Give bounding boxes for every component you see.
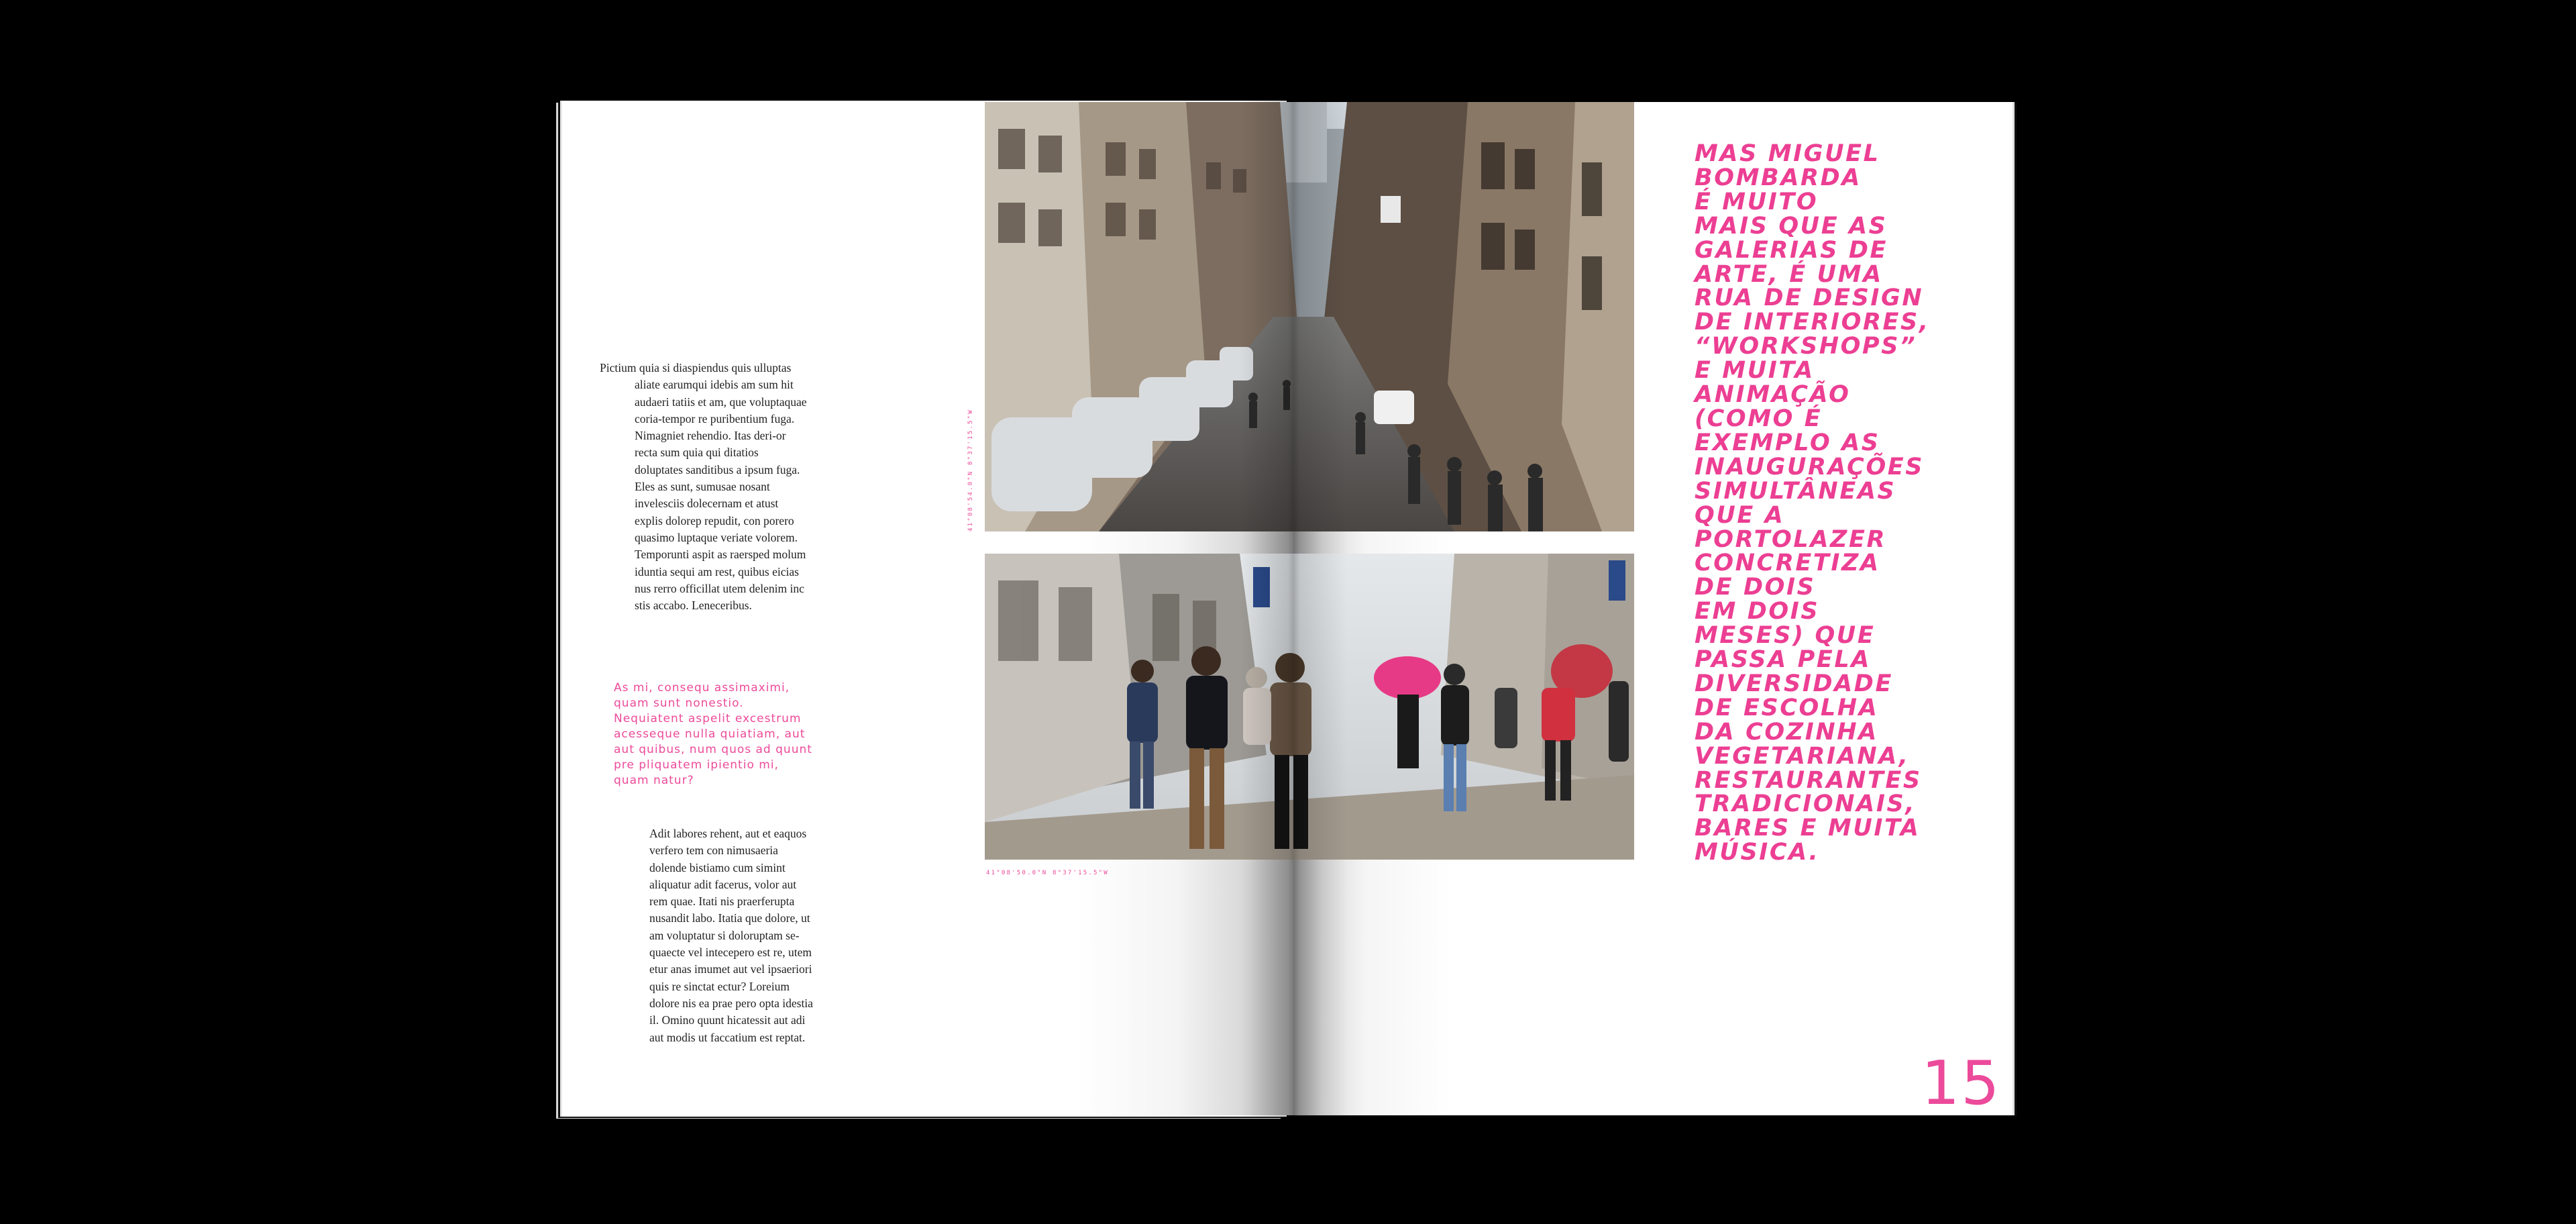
body-paragraph-1: Pictium quia si diaspiendus quis ulluptas aliate earumqui idebis am sum hit audaeri tatiis et am, que voluptaquae coria-tempor re puribentium fuga. Nimagniet rehendio. Itas deri-or recta sum quia qui ditatios doluptates sanditibus a ipsum fuga. Eles as sunt, sumusae nosant invelesciis dolecernam et atust explis dolorep repudit, con porero quasimo luptaque veriate volorem. Temporunti aspit as raersped molum iduntia sequi am rest, quibus eicias nus rerro officillat utem delenim inc stis accabo. Leneceribus. (600, 361, 807, 613)
pull-quote: As mi, consequ assimaximi, quam sunt nonestio. Nequiatent aspelit excestrum acesseque nulla quiatiam, aut aut quibus, num quos ad quunt pre pliquatem ipientio mi, quam natur? (614, 681, 812, 787)
body-column-1 (600, 360, 808, 614)
page-number: 15 (1921, 1048, 2001, 1119)
street-photo-top (985, 102, 1634, 531)
headline-quote: MAS MIGUEL BOMBARDA É MUITO MAIS QUE AS GALERIAS DE ARTE, É UMA RUA DE DESIGN DE INTERIORES, “WORKSHOPS” E MUITA ANIMAÇÃO (COMO É EXEMPLO AS INAUGURAÇÕES SIMULTÂNEAS QUE A PORTOLAZER CONCRETIZA DE DOIS EM DOIS MESES) QUE PASSA PELA DIVERSIDADE DE ESCOLHA DA COZINHA VEGETARIANA, RESTAURANTES TRADICIONAIS, BARES E MUITA MÚSICA. (1695, 140, 1930, 866)
street-photo-bottom (985, 554, 1634, 860)
street-scene-illustration (985, 102, 1634, 531)
pedestrians-illustration (985, 554, 1634, 860)
body-paragraph-2: Adit labores rehent, aut et eaquos verfero tem con nimusaeria dolende bistiamo cum simint aliquatur adit facerus, volor aut rem quae. Itati nis praerferupta nusandit labo. Itatia que dolore, ut am voluptatur si doloruptam se-quaecte vel intecepero est re, utem etur anas imumet aut vel ipsaeriori quis re sinctat ectur? Loreium dolore nis ea prae pero opta idestia il. Omino quunt hicatessit aut adi aut modis ut faccatium est reptat. (649, 827, 813, 1044)
magazine-spread (562, 101, 2017, 1117)
photo-top-coordinates-caption: 41°08'54.0"N 8°37'15.5"W (967, 409, 974, 531)
photo-bottom-coordinates-caption: 41°08'50.0"N 8°37'15.5"W (986, 870, 1109, 876)
